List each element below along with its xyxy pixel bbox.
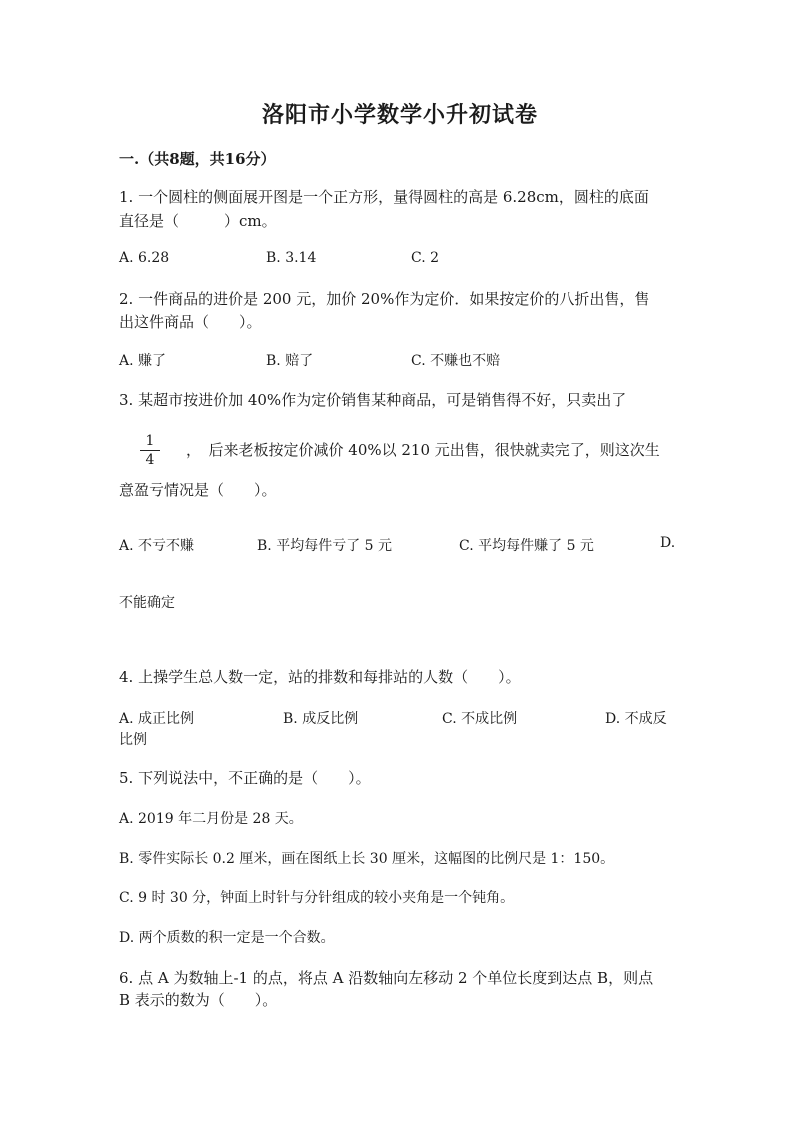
- question-1-line-2: 直径是（ ）cm。: [119, 212, 277, 230]
- question-1-option-b: B. 3.14: [266, 250, 317, 266]
- question-1-option-a: A. 6.28: [119, 250, 170, 266]
- question-3-line-3: 意盈亏情况是（ ）。: [119, 481, 277, 499]
- question-4-option-d-text: 比例: [119, 732, 147, 748]
- question-3-line-1: 3. 某超市按进价加 40%作为定价销售某种商品，可是销售得不好，只卖出了: [119, 391, 627, 409]
- question-5-option-b: B. 零件实际长 0.2 厘米，画在图纸上长 30 厘米，这幅图的比例尺是 1：150。: [119, 851, 615, 867]
- question-4-line-1: 4. 上操学生总人数一定，站的排数和每排站的人数（ ）。: [119, 668, 521, 686]
- question-2-option-b: B. 赔了: [266, 353, 314, 369]
- fraction-one-quarter: [140, 433, 160, 468]
- question-2-line-1: 2. 一件商品的进价是 200 元，加价 20%作为定价．如果按定价的八折出售，售: [119, 290, 650, 308]
- question-4-option-a: A. 成正比例: [119, 711, 195, 727]
- question-3-option-d: D.: [660, 535, 676, 551]
- page-title: 洛阳市小学数学小升初试卷: [261, 102, 538, 128]
- question-4-option-c: C. 不成比例: [442, 711, 518, 727]
- question-3-option-d-text: 不能确定: [119, 595, 175, 611]
- question-4-option-d: D. 不成反: [605, 711, 667, 727]
- question-3-option-a: A. 不亏不赚: [119, 538, 195, 554]
- question-5-option-a: A. 2019 年二月份是 28 天。: [119, 811, 303, 827]
- question-2-option-c: C. 不赚也不赔: [411, 353, 501, 369]
- fraction-denominator: 4: [145, 452, 155, 468]
- section-heading: 一.（共8题，共16分）: [119, 150, 276, 168]
- question-5-option-c: C. 9 时 30 分，钟面上时针与分针组成的较小夹角是一个钝角。: [119, 890, 515, 906]
- question-4-option-b: B. 成反比例: [283, 711, 359, 727]
- question-6-line-2: B 表示的数为（ ）。: [119, 991, 278, 1009]
- question-5-option-d: D. 两个质数的积一定是一个合数。: [119, 930, 335, 946]
- question-3-option-b: B. 平均每件亏了 5 元: [257, 538, 392, 554]
- question-1-line-1: 1. 一个圆柱的侧面展开图是一个正方形，量得圆柱的高是 6.28cm，圆柱的底面: [119, 188, 649, 206]
- question-2-line-2: 出这件商品（ ）。: [119, 313, 262, 331]
- question-1-option-c: C. 2: [411, 250, 440, 266]
- fraction-bar: [140, 450, 160, 451]
- question-6-line-1: 6. 点 A 为数轴上-1 的点，将点 A 沿数轴向左移动 2 个单位长度到达点 B，则点: [119, 969, 654, 987]
- question-2-option-a: A. 赚了: [119, 353, 167, 369]
- question-5-line-1: 5. 下列说法中，不正确的是（ ）。: [119, 769, 371, 787]
- question-3-line-2: ， 后来老板按定价减价 40%以 210 元出售，很快就卖完了，则这次生: [186, 441, 660, 459]
- question-3-option-c: C. 平均每件赚了 5 元: [459, 538, 594, 554]
- fraction-numerator: 1: [145, 433, 155, 449]
